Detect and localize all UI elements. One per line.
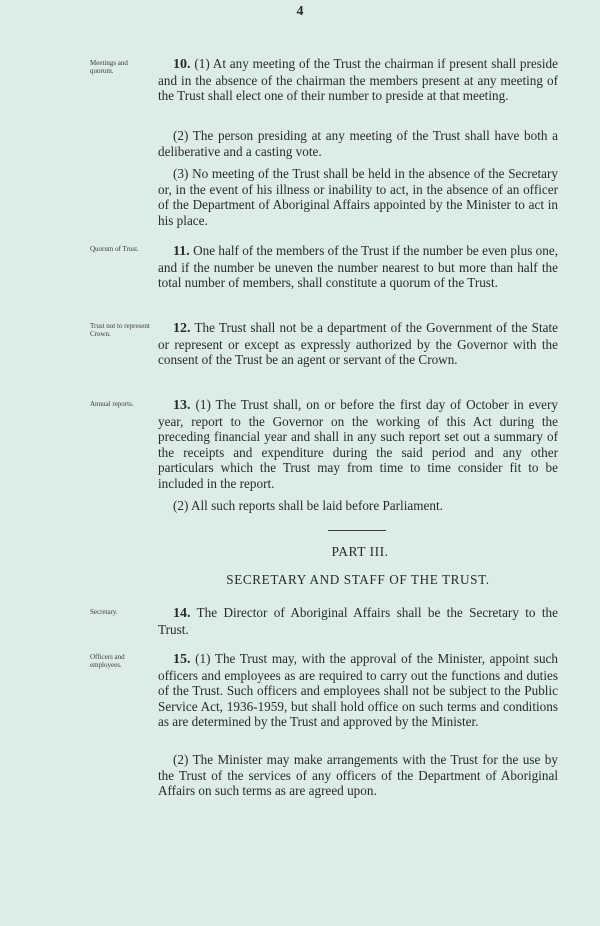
section-number: 14.: [173, 606, 191, 621]
margin-note-annual-reports: Annual reports.: [90, 400, 134, 408]
section-13-para-1: [158, 397, 558, 492]
section-15-para-2: (2) The Minister may make arrangements with the Trust for the use by the Trust of the services of any officers of the Department of Aboriginal Affairs on such terms as are agreed upon.: [158, 752, 558, 799]
section-11-para-1: [158, 243, 558, 291]
section-text: (1) The Trust may, with the approval of the Minister, appoint such officers and employees as are required to carry out the functions and duties of the Trust. Such officers and employees shall not be subject to the Public Service Act, 1936-1959, but shall hold office on such terms and conditions as are determined by the Trust and approved by the Minister.: [158, 651, 558, 730]
section-14-para-1: [158, 605, 558, 637]
section-15-para-1: [158, 651, 558, 730]
margin-note-officers: Officers and employees.: [90, 653, 125, 669]
section-10-para-1: [158, 56, 558, 104]
section-text: The Trust shall not be a department of the Government of the State or represent or except as expressly authorized by the Governor with the consent of the Trust be an agent or servant of the Crown.: [158, 320, 558, 368]
section-divider: [328, 530, 386, 531]
section-text: The Director of Aboriginal Affairs shall be the Secretary to the Trust.: [158, 605, 558, 637]
margin-note-quorum: Quorum of Trust.: [90, 245, 139, 253]
margin-note-secretary: Secretary.: [90, 608, 118, 616]
section-13-para-2: (2) All such reports shall be laid before Parliament.: [173, 498, 443, 513]
section-number: 10.: [173, 57, 191, 72]
part-heading: PART III.: [331, 544, 389, 559]
section-text: One half of the members of the Trust if the number be even plus one, and if the number be uneven the number nearest to but more than half the total number of members, shall constitute a quorum of the Trust.: [158, 243, 558, 291]
margin-note-meetings: Meetings and quorum.: [90, 59, 128, 75]
section-10-para-2: (2) The person presiding at any meeting of the Trust shall have both a deliberative and a casting vote.: [158, 128, 558, 159]
section-number: 11.: [173, 244, 190, 259]
page-number: 4: [296, 4, 304, 19]
section-number: 15.: [173, 652, 191, 667]
margin-note-trust-not-crown: Trust not to represent Crown.: [90, 322, 150, 338]
section-text: (1) At any meeting of the Trust the chairman if present shall preside and in the absence of the chairman the members present at any meeting of the Trust shall elect one of their number to preside at that meeting.: [158, 56, 559, 104]
section-number: 12.: [173, 321, 191, 336]
section-text: (1) The Trust shall, on or before the first day of October in every year, report to the Governor on the working of this Act during the preceding financial year and shall in any such report set out a summary of the receipts and expenditure during the said period and any other particulars which the Trust may from time to time consider fit to be included in the report.: [158, 397, 558, 491]
section-number: 13.: [173, 398, 191, 413]
part-subheading: SECRETARY AND STAFF OF THE TRUST.: [226, 572, 490, 587]
section-12-para-1: [158, 320, 558, 368]
section-10-para-3: (3) No meeting of the Trust shall be held in the absence of the Secretary or, in the event of his illness or inability to act, in the absence of an officer of the Department of Aboriginal Affairs appointed by the Minister to act in his place.: [158, 166, 558, 228]
